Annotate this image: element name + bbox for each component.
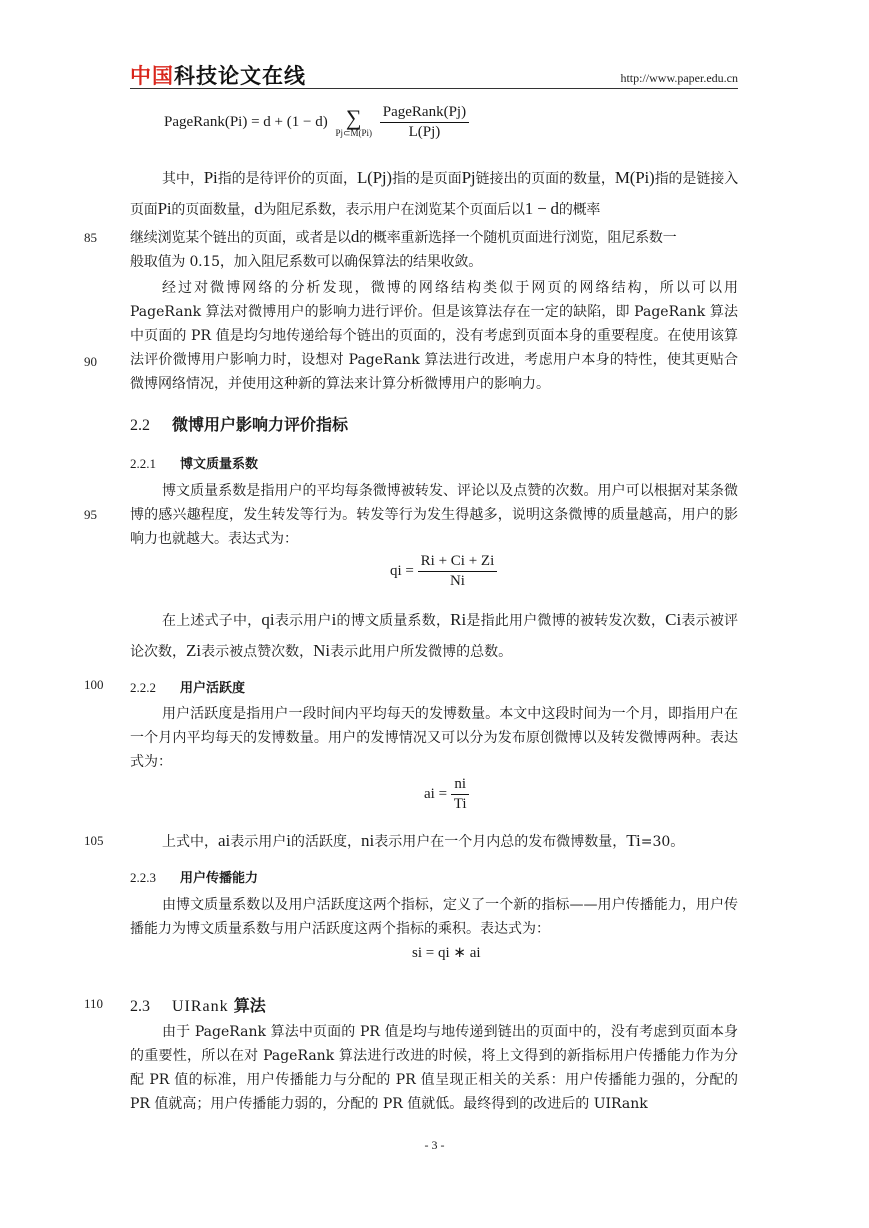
math-var: Pi (157, 199, 172, 218)
section-heading-2-2-2 (130, 677, 245, 696)
formula2-numerator: Ri + Ci + Zi (418, 553, 498, 572)
section-heading-2-3 (130, 993, 266, 1016)
line-number: 110 (84, 996, 104, 1011)
logo-black-text: 科技论文在线 (174, 64, 306, 88)
text: 表示被评论次数， (130, 613, 739, 660)
paragraph-spread-ability: 由博文质量系数以及用户活跃度这两个指标，定义了一个新的指标——用户传播能力，用户传播能力为博文质量系数与用户活跃度这两个指标的乘积。表达式为： (130, 897, 738, 937)
section-number: 2.2.3 (130, 870, 156, 885)
post-quality-formula (390, 553, 497, 590)
section-title: 微博用户影响力评价指标 (172, 415, 349, 434)
line-number: 100 (84, 677, 104, 692)
line-number: 85 (84, 230, 97, 245)
section-number: 2.2 (130, 417, 150, 434)
sum-subscript: Pj⊂M(Pi) (335, 127, 373, 138)
text: 的概率 (558, 202, 601, 218)
header-rule (130, 88, 738, 89)
formula3-fraction (451, 776, 470, 813)
paragraph-activity-vars (130, 826, 738, 857)
section-number: 2.2.1 (130, 456, 156, 471)
pagerank-formula (164, 104, 469, 141)
math-var: Ci (665, 610, 682, 629)
formula1-fraction (380, 104, 469, 141)
section-heading-2-2-1 (130, 453, 258, 472)
paragraph-post-quality: 博文质量系数是指用户的平均每条微博被转发、评论以及点赞的次数。用户可以根据对某条微博的感兴趣程度，发生转发等行为。转发等行为发生得越多，说明这条微博的质量越高，用户的影响力也就越大。表达式为： (130, 483, 738, 547)
text: 指的是页面 (391, 171, 462, 187)
math-var: M(Pi) (614, 168, 655, 187)
text: 的活跃度， (291, 834, 362, 850)
paragraph-post-quality-vars (130, 605, 738, 667)
section-heading-2-2-3 (130, 867, 258, 886)
text: 为阻尼系数，表示用户在浏览某个页面后以 (262, 202, 525, 218)
formula1-numerator: PageRank(Pj) (380, 104, 469, 123)
math-var: Pi (203, 168, 218, 187)
activity-formula (424, 776, 470, 813)
formula1-lhs: PageRank(Pi) = d + (1 − d) (164, 114, 328, 130)
section-number: 2.2.2 (130, 680, 156, 695)
formula2-fraction (418, 553, 498, 590)
math-var: Ti (626, 831, 641, 850)
math-var: Pj (461, 168, 476, 187)
math-var: d (254, 199, 263, 218)
section-title: 算法 (233, 996, 266, 1015)
text: 在上述式子中， (162, 613, 262, 629)
text: 表示用户在一个月内总的发布微博数量， (374, 834, 627, 850)
math-var: Ni (313, 641, 331, 660)
text: 是指此用户微博的被转发次数， (466, 613, 666, 629)
paragraph-activity: 用户活跃度是指用户一段时间内平均每天的发博数量。本文中这段时间为一个月，即指用户在一个月内平均每天的发博数量。用户的发博情况又可以分为发布原创微博以及转发微博两种。表达式为： (130, 706, 738, 770)
section-title-latin: UIRank (172, 998, 229, 1015)
text: 表示此用户所发微博的总数。 (330, 644, 513, 660)
line-number: 105 (84, 833, 104, 848)
text: 的概率重新选择一个随机页面进行浏览，阻尼系数一 (359, 230, 677, 246)
section-title: 博文质量系数 (180, 457, 259, 472)
formula3-denominator: Ti (453, 796, 467, 812)
math-var: Zi (186, 641, 202, 660)
text: 的博文质量系数， (336, 613, 451, 629)
math-var: 1 − d (524, 199, 559, 218)
summation (335, 104, 373, 138)
paragraph-weibo-network: 经过对微博网络的分析发现，微博的网络结构类似于网页的网络结构，所以可以用 PageRank 算法对微博用户的影响力进行评价。但是该算法存在一定的缺陷，即 PageRank 算法中页面的 PR 值是均匀地传递给每个链出的页面的，没有考虑到页面本身的重要程度。在使用该算法评价微博用户影响力时，设想对 PageRank 算法进行改进，考虑用户本身的特性，使其更贴合微博网络情况，并使用这种新的算法来计算分析微博用户的影响力。 (130, 280, 738, 392)
text: 继续浏览某个链出的页面，或者是以 (130, 230, 351, 246)
text: 的页面数量， (171, 202, 255, 218)
paragraph-pagerank-explain (130, 163, 738, 274)
text: 的是链接入页面 (130, 171, 739, 218)
text: =30。 (640, 834, 685, 850)
formula1-denominator: L(Pj) (408, 124, 441, 140)
text: 指 (654, 171, 669, 187)
section-number: 2.3 (130, 998, 150, 1015)
site-logo (130, 60, 306, 90)
spread-ability-formula: si = qi ∗ ai (412, 945, 481, 961)
formula2-lhs: qi = (390, 563, 414, 579)
text: 上式中， (162, 834, 218, 850)
math-var: d (350, 227, 360, 246)
line-number: 90 (84, 354, 97, 369)
formula3-lhs: ai = (424, 786, 448, 802)
text: 表示用户 (274, 613, 332, 629)
text: 指的是待评价的页面， (217, 171, 357, 187)
paragraph-uirank: 由于 PageRank 算法中页面的 PR 值是均与地传递到链出的页面中的，没有考虑到页面本身的重要性，所以在对 PageRank 算法进行改进的时候，将上文得到的新指标用户传播能力作为分配 PR 值的标准，用户传播能力与分配的 PR 值呈现正相关的关系：用户传播能力强的，分配的 PR 值就高；用户传播能力弱的，分配的 PR 值就低。最终得到的改进后的 UIRank (130, 1024, 738, 1112)
math-var: qi (261, 610, 275, 629)
math-var: Ri (450, 610, 467, 629)
math-var: ni (361, 831, 375, 850)
text: 般取值为 0.15，加入阻尼系数可以确保算法的结果收敛。 (130, 254, 483, 270)
section-title: 用户传播能力 (180, 871, 259, 886)
text: 其中， (162, 171, 204, 187)
section-title: 用户活跃度 (180, 681, 246, 696)
formula2-denominator: Ni (449, 573, 465, 589)
sum-symbol: ∑ (345, 104, 362, 130)
math-var: i (331, 610, 337, 629)
page-number: - 3 - (424, 1138, 445, 1152)
text: 表示用户 (230, 834, 287, 850)
logo-red-text: 中国 (130, 64, 174, 88)
math-var: ai (218, 831, 231, 850)
text: 表示被点赞次数， (201, 644, 314, 660)
section-heading-2-2 (130, 412, 348, 435)
math-var: i (286, 831, 292, 850)
text: 链接出的页面的数量， (475, 171, 615, 187)
formula3-numerator: ni (451, 776, 469, 795)
line-number: 95 (84, 507, 97, 522)
header-url[interactable]: http://www.paper.edu.cn (620, 71, 738, 85)
math-var: L(Pj) (356, 168, 392, 187)
